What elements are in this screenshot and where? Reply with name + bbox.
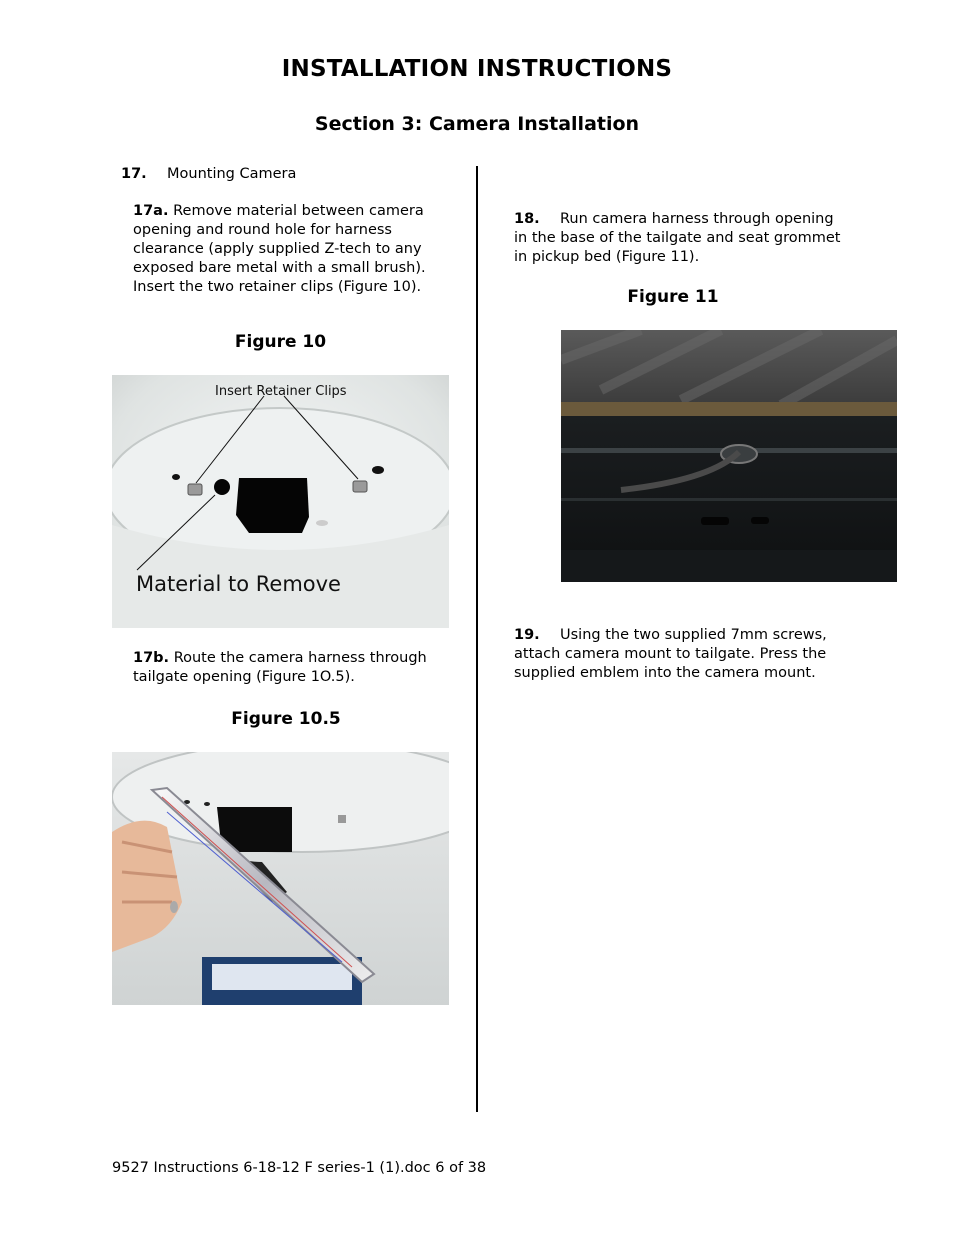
step-18 [514,210,846,267]
page-title: INSTALLATION INSTRUCTIONS [281,56,673,82]
step-17b-label: 17b. [133,650,170,666]
figure-11-photo [561,330,897,582]
step-19-number: 19. [514,627,540,643]
figure-10-callout-top: Insert Retainer Clips [215,384,347,399]
page-footer: 9527 Instructions 6-18-12 F series-1 (1).doc 6 of 38 [112,1160,487,1176]
step-17-text: Mounting Camera [167,166,297,182]
step-17-number: 17. [121,166,147,182]
step-17a [133,202,455,297]
figure-10-caption: Figure 10 [234,332,327,352]
figure-11-caption: Figure 11 [627,287,719,307]
figure-10-5-caption: Figure 10.5 [231,709,341,729]
step-17b [133,649,443,687]
step-19-text: Using the two supplied 7mm screws, attach camera mount to tailgate. Press the supplied emblem into the camera mount. [514,627,827,681]
figure-10-callout-bottom: Material to Remove [136,572,341,596]
figure-10-5-image [112,752,449,1005]
figure-11-image [561,330,897,582]
column-divider [476,166,478,1112]
step-17a-text: Remove material between camera opening and round hole for harness clearance (apply supplied Z-tech to any exposed bare metal with a small brush). Insert the two retainer clips (Figure 10). [133,203,426,295]
figure-10-photo [112,375,449,628]
step-19 [514,626,834,683]
figure-10-5-photo [112,752,449,1005]
step-18-text: Run camera harness through opening in the base of the tailgate and seat grommet in pickup bed (Figure 11). [514,211,841,265]
section-heading: Section 3: Camera Installation [314,113,640,135]
step-18-number: 18. [514,211,540,227]
step-17b-text: Route the camera harness through tailgate opening (Figure 1O.5). [133,650,427,685]
figure-10-image [112,375,449,628]
step-17 [121,165,296,184]
step-17a-label: 17a. [133,203,169,219]
